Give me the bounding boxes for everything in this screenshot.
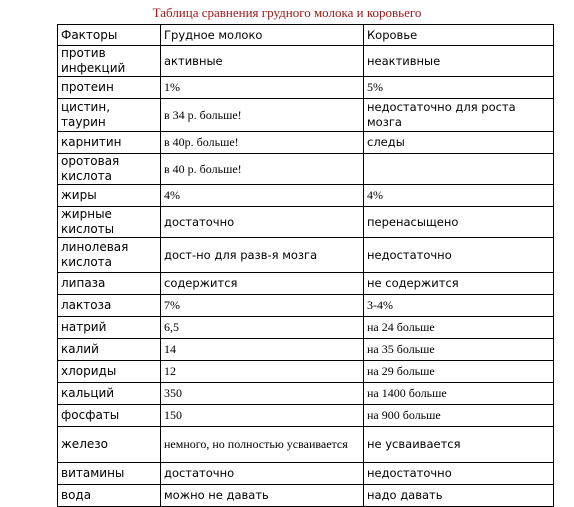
breast-milk-cell: немного, но полностью усваивается bbox=[161, 427, 364, 463]
cow-milk-cell: 4% bbox=[364, 185, 554, 207]
table-row bbox=[58, 295, 554, 317]
table-row bbox=[58, 238, 554, 273]
breast-milk-cell: 14 bbox=[161, 339, 364, 361]
factor-cell: оротовая кислота bbox=[58, 154, 161, 185]
factor-cell: натрий bbox=[58, 317, 161, 339]
factor-cell: кальций bbox=[58, 383, 161, 405]
cow-milk-cell: на 24 больше bbox=[364, 317, 554, 339]
factor-cell: линолевая кислота bbox=[58, 238, 161, 273]
table-row bbox=[58, 383, 554, 405]
breast-milk-cell: дост-но для разв-я мозга bbox=[161, 238, 364, 273]
cow-milk-cell: недостаточно для роста мозга bbox=[364, 99, 554, 132]
cow-milk-cell: недостаточно bbox=[364, 463, 554, 485]
factor-cell: калий bbox=[58, 339, 161, 361]
factor-cell: жиры bbox=[58, 185, 161, 207]
breast-milk-cell: 150 bbox=[161, 405, 364, 427]
factor-cell: фосфаты bbox=[58, 405, 161, 427]
breast-milk-cell: 7% bbox=[161, 295, 364, 317]
table-row bbox=[58, 485, 554, 507]
cow-milk-cell: 5% bbox=[364, 77, 554, 99]
breast-milk-cell: 12 bbox=[161, 361, 364, 383]
factor-cell: железо bbox=[58, 427, 161, 463]
page-title: Таблица сравнения грудного молока и коровьего bbox=[152, 5, 422, 20]
cow-milk-cell bbox=[364, 154, 554, 185]
table-row bbox=[58, 154, 554, 185]
header-factor: Факторы bbox=[58, 25, 161, 46]
header-breast-milk: Грудное молоко bbox=[161, 25, 364, 46]
breast-milk-cell: активные bbox=[161, 46, 364, 77]
breast-milk-cell: 4% bbox=[161, 185, 364, 207]
table-row bbox=[58, 405, 554, 427]
comparison-table bbox=[57, 24, 554, 507]
cow-milk-cell: следы bbox=[364, 132, 554, 154]
factor-cell: липаза bbox=[58, 273, 161, 295]
factor-cell: жирные кислоты bbox=[58, 207, 161, 238]
breast-milk-cell: 350 bbox=[161, 383, 364, 405]
table-row bbox=[58, 185, 554, 207]
table-row bbox=[58, 273, 554, 295]
table-row bbox=[58, 463, 554, 485]
header-cow-milk: Коровье bbox=[364, 25, 554, 46]
table-row bbox=[58, 427, 554, 463]
factor-cell: цистин, таурин bbox=[58, 99, 161, 132]
breast-milk-cell: в 40 р. больше! bbox=[161, 154, 364, 185]
cow-milk-cell: перенасыщено bbox=[364, 207, 554, 238]
factor-cell: вода bbox=[58, 485, 161, 507]
table-row bbox=[58, 361, 554, 383]
cow-milk-cell: на 900 больше bbox=[364, 405, 554, 427]
factor-cell: против инфекций bbox=[58, 46, 161, 77]
breast-milk-cell: 1% bbox=[161, 77, 364, 99]
table-row bbox=[58, 207, 554, 238]
table-header-row bbox=[58, 25, 554, 46]
table-row bbox=[58, 339, 554, 361]
cow-milk-cell: на 29 больше bbox=[364, 361, 554, 383]
breast-milk-cell: в 34 р. больше! bbox=[161, 99, 364, 132]
factor-cell: лактоза bbox=[58, 295, 161, 317]
factor-cell: карнитин bbox=[58, 132, 161, 154]
factor-cell: протеин bbox=[58, 77, 161, 99]
factor-cell: хлориды bbox=[58, 361, 161, 383]
cow-milk-cell: надо давать bbox=[364, 485, 554, 507]
table-row bbox=[58, 317, 554, 339]
table-row bbox=[58, 132, 554, 154]
breast-milk-cell: достаточно bbox=[161, 207, 364, 238]
cow-milk-cell: на 35 больше bbox=[364, 339, 554, 361]
cow-milk-cell: не усваивается bbox=[364, 427, 554, 463]
table-row bbox=[58, 77, 554, 99]
table-row bbox=[58, 46, 554, 77]
factor-cell: витамины bbox=[58, 463, 161, 485]
cow-milk-cell: недостаточно bbox=[364, 238, 554, 273]
breast-milk-cell: в 40р. больше! bbox=[161, 132, 364, 154]
cow-milk-cell: 3-4% bbox=[364, 295, 554, 317]
cow-milk-cell: не содержится bbox=[364, 273, 554, 295]
cow-milk-cell: неактивные bbox=[364, 46, 554, 77]
breast-milk-cell: достаточно bbox=[161, 463, 364, 485]
cow-milk-cell: на 1400 больше bbox=[364, 383, 554, 405]
breast-milk-cell: 6,5 bbox=[161, 317, 364, 339]
breast-milk-cell: содержится bbox=[161, 273, 364, 295]
breast-milk-cell: можно не давать bbox=[161, 485, 364, 507]
table-row bbox=[58, 99, 554, 132]
